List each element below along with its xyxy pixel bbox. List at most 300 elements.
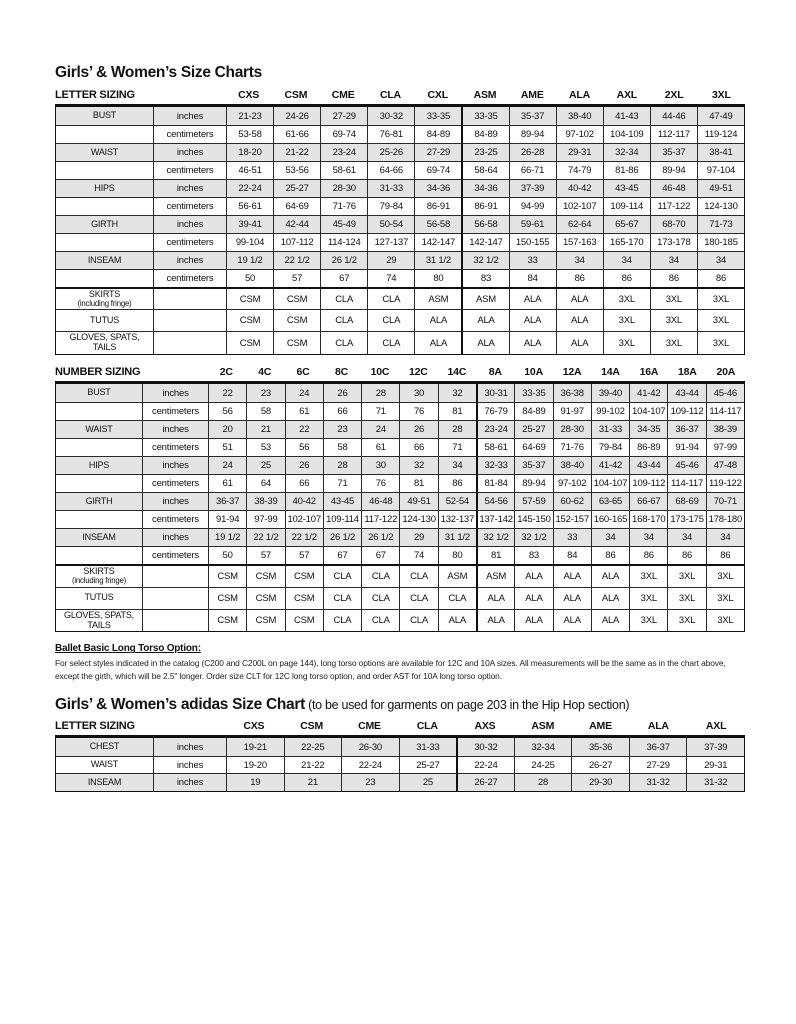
size-cell: 29-31	[556, 143, 603, 161]
size-cell: 30-32	[367, 107, 414, 125]
size-cell: 173-178	[650, 233, 697, 251]
unit-label: inches	[153, 251, 226, 269]
size-cell: CLA	[367, 331, 414, 354]
size-cell: CLA	[323, 587, 361, 609]
size-cell: 67	[320, 269, 367, 287]
unit-label	[142, 564, 208, 586]
size-cell: 22-24	[456, 756, 514, 774]
adidas-chart-title	[55, 696, 745, 714]
size-cell: 25-27	[399, 756, 457, 774]
size-cell: 56-58	[414, 215, 461, 233]
size-cell: 102-107	[556, 197, 603, 215]
size-cell: ALA	[476, 609, 514, 632]
column-header: 8A	[488, 366, 502, 379]
size-cell: 58-61	[476, 438, 514, 456]
unit-label	[142, 587, 208, 609]
size-cell: ALA	[553, 609, 591, 632]
row-label-line: HIPS	[88, 459, 110, 470]
size-cell: 56-58	[461, 215, 508, 233]
size-cell: 23-24	[320, 143, 367, 161]
size-cell: 34	[667, 528, 705, 546]
size-cell: 34-36	[461, 179, 508, 197]
size-cell: 58	[323, 438, 361, 456]
size-cell: 24	[361, 420, 399, 438]
size-cell: 26 1/2	[323, 528, 361, 546]
size-cell: 102-107	[285, 510, 323, 528]
size-cell: 86-91	[461, 197, 508, 215]
size-cell: 132-137	[438, 510, 476, 528]
size-cell: 61	[361, 438, 399, 456]
adidas-size-table	[55, 720, 745, 792]
row-label-line: GLOVES, SPATS,	[69, 332, 140, 343]
size-cell: 21-22	[284, 756, 342, 774]
size-cell: 27-29	[414, 143, 461, 161]
size-cell: 46-51	[226, 161, 273, 179]
size-cell: 97-99	[706, 438, 744, 456]
size-cell: 99-104	[226, 233, 273, 251]
size-cell: CSM	[273, 331, 320, 354]
size-cell: 3XL	[706, 609, 744, 632]
row-label	[56, 107, 153, 125]
size-cell: 57-59	[514, 492, 552, 510]
size-cell: 81	[476, 546, 514, 564]
size-cell: 34	[706, 528, 744, 546]
note-line-1: For select styles indicated in the catalog (C200 and C200L on page 144), long torso options are available for 12C and 10A sizes. All measurements will be the same as in the chart above,	[55, 658, 726, 669]
size-cell: 58	[246, 402, 284, 420]
size-cell: 26	[285, 456, 323, 474]
size-cell: 47-48	[706, 456, 744, 474]
size-cell: 35-37	[509, 107, 556, 125]
row-label	[56, 773, 153, 791]
size-cell: 31 1/2	[438, 528, 476, 546]
size-cell: 3XL	[603, 287, 650, 309]
size-cell: ALA	[509, 287, 556, 309]
row-label	[56, 546, 142, 564]
size-cell: CSM	[226, 287, 273, 309]
size-cell: 30	[361, 456, 399, 474]
size-cell: 26 1/2	[361, 528, 399, 546]
unit-label: centimeters	[153, 269, 226, 287]
row-label-line: GIRTH	[91, 218, 118, 229]
size-cell: CSM	[246, 587, 284, 609]
size-cell: 84-89	[461, 125, 508, 143]
size-cell: 124-130	[697, 197, 744, 215]
size-cell: 21-23	[226, 107, 273, 125]
size-cell: 26	[399, 420, 437, 438]
size-cell: 3XL	[629, 564, 667, 586]
column-header: 12A	[562, 366, 582, 379]
column-header: 2XL	[664, 89, 684, 101]
size-cell: 21	[246, 420, 284, 438]
size-cell: 89-94	[509, 125, 556, 143]
size-cell: 81	[399, 474, 437, 492]
unit-label: inches	[142, 492, 208, 510]
column-header: 8C	[334, 366, 348, 379]
size-cell: 34-35	[629, 420, 667, 438]
row-label	[56, 609, 142, 632]
size-cell: 79-84	[591, 438, 629, 456]
unit-label: inches	[142, 384, 208, 402]
size-cell: 22 1/2	[285, 528, 323, 546]
adidas-chart-title-main: Girls’ & Women’s adidas Size Chart	[55, 696, 305, 714]
size-cell: 24-26	[273, 107, 320, 125]
size-cell: 29-31	[686, 756, 744, 774]
size-cell: 32 1/2	[476, 528, 514, 546]
column-header: 16A	[639, 366, 659, 379]
size-cell: 58-61	[320, 161, 367, 179]
size-cell: 66-71	[509, 161, 556, 179]
page-title: Girls’ & Women’s Size Charts	[55, 64, 262, 81]
size-cell: CLA	[367, 309, 414, 331]
row-label-line: TUTUS	[84, 592, 114, 603]
row-label	[56, 179, 153, 197]
size-cell: 180-185	[697, 233, 744, 251]
size-cell: 52-54	[438, 492, 476, 510]
table-body	[55, 104, 745, 355]
size-cell: 150-155	[509, 233, 556, 251]
column-header: ASM	[473, 89, 497, 101]
column-header: CME	[358, 720, 381, 733]
size-cell: CSM	[208, 609, 246, 632]
size-cell: 27-29	[629, 756, 687, 774]
size-cell: 33-35	[414, 107, 461, 125]
size-cell: 24	[208, 456, 246, 474]
column-header: 20A	[716, 366, 736, 379]
size-cell: CSM	[208, 564, 246, 586]
size-cell: 19-21	[226, 738, 284, 756]
size-cell: 34-36	[414, 179, 461, 197]
size-cell: 36-37	[667, 420, 705, 438]
size-cell: 66	[285, 474, 323, 492]
size-cell: ALA	[476, 587, 514, 609]
size-cell: 64-69	[273, 197, 320, 215]
size-cell: 25	[399, 773, 457, 791]
size-cell: 47-49	[697, 107, 744, 125]
size-cell: 64-69	[514, 438, 552, 456]
unit-label: inches	[153, 143, 226, 161]
size-cell: 89-94	[650, 161, 697, 179]
size-cell: 84	[509, 269, 556, 287]
row-label	[56, 456, 142, 474]
size-cell: 50	[208, 546, 246, 564]
size-cell: CLA	[320, 309, 367, 331]
size-cell: 29-30	[571, 773, 629, 791]
size-cell: 71-76	[553, 438, 591, 456]
row-label	[56, 474, 142, 492]
size-cell: ASM	[414, 287, 461, 309]
size-cell: 57	[273, 269, 320, 287]
column-header: CLA	[379, 89, 401, 101]
size-cell: CLA	[438, 587, 476, 609]
size-cell: CLA	[323, 609, 361, 632]
size-cell: 68-69	[667, 492, 705, 510]
size-cell: 61	[285, 402, 323, 420]
size-cell: 26-28	[509, 143, 556, 161]
size-cell: 66	[323, 402, 361, 420]
size-cell: 30	[399, 384, 437, 402]
size-cell: 91-97	[553, 402, 591, 420]
size-cell: 104-107	[591, 474, 629, 492]
size-cell: 32-33	[476, 456, 514, 474]
row-label	[56, 197, 153, 215]
size-cell: 43-45	[603, 179, 650, 197]
size-cell: 43-44	[629, 456, 667, 474]
row-label-line: INSEAM	[82, 531, 116, 542]
row-label-line: WAIST	[90, 146, 119, 157]
size-cell: 157-163	[556, 233, 603, 251]
size-cell: 71-73	[697, 215, 744, 233]
size-cell: CSM	[285, 564, 323, 586]
size-cell: 18-20	[226, 143, 273, 161]
row-label-line: BUST	[92, 110, 117, 121]
size-cell: 46-48	[650, 179, 697, 197]
size-cell: 53-56	[273, 161, 320, 179]
size-cell: 80	[438, 546, 476, 564]
size-cell: ALA	[461, 331, 508, 354]
size-cell: 74-79	[556, 161, 603, 179]
size-cell: 25-27	[514, 420, 552, 438]
row-label-line: GIRTH	[85, 495, 113, 506]
row-label-line: TAILS	[92, 342, 117, 353]
note-heading: Ballet Basic Long Torso Option:	[55, 643, 201, 655]
row-label	[56, 331, 153, 354]
size-cell: ALA	[591, 587, 629, 609]
size-cell: 97-102	[553, 474, 591, 492]
row-label-line: WAIST	[85, 423, 113, 434]
size-cell: 71	[323, 474, 361, 492]
size-cell: 168-170	[629, 510, 667, 528]
size-cell: 61	[208, 474, 246, 492]
size-cell: 45-46	[667, 456, 705, 474]
size-cell: 173-175	[667, 510, 705, 528]
size-cell: 84-89	[514, 402, 552, 420]
size-cell: 46-48	[361, 492, 399, 510]
size-cell: 33-35	[514, 384, 552, 402]
size-cell: CSM	[208, 587, 246, 609]
size-cell: 22 1/2	[246, 528, 284, 546]
adidas-chart-title-sub: (to be used for garments on page 203 in the Hip Hop section)	[304, 698, 630, 713]
size-cell: 109-114	[603, 197, 650, 215]
size-cell: 71	[438, 438, 476, 456]
size-cell: 64	[246, 474, 284, 492]
column-header: 14A	[601, 366, 620, 379]
size-cell: 29	[367, 251, 414, 269]
size-cell: 104-109	[603, 125, 650, 143]
row-label	[56, 738, 153, 756]
size-cell: 32 1/2	[514, 528, 552, 546]
row-label	[56, 564, 142, 586]
size-cell: 97-102	[556, 125, 603, 143]
size-cell: 67	[323, 546, 361, 564]
size-cell: 32-34	[603, 143, 650, 161]
size-cell: 81-86	[603, 161, 650, 179]
row-label	[56, 438, 142, 456]
size-cell: 3XL	[697, 287, 744, 309]
unit-label: centimeters	[153, 233, 226, 251]
size-cell: 67	[361, 546, 399, 564]
size-cell: 53-58	[226, 125, 273, 143]
column-header: 2C	[219, 366, 233, 379]
size-cell: 19-20	[226, 756, 284, 774]
size-cell: 86	[591, 546, 629, 564]
size-cell: 25	[246, 456, 284, 474]
size-cell: 97-99	[246, 510, 284, 528]
size-cell: 3XL	[697, 309, 744, 331]
column-header: CSM	[284, 89, 308, 101]
size-cell: 3XL	[650, 331, 697, 354]
size-cell: 117-122	[650, 197, 697, 215]
size-cell: 89-94	[514, 474, 552, 492]
size-cell: 28	[438, 420, 476, 438]
size-cell: 107-112	[273, 233, 320, 251]
size-cell: 86	[629, 546, 667, 564]
row-label	[56, 309, 153, 331]
size-cell: 23-25	[461, 143, 508, 161]
row-label-line: WAIST	[90, 759, 119, 770]
unit-label: centimeters	[142, 474, 208, 492]
column-header: 14C	[447, 366, 467, 379]
size-cell: 112-117	[650, 125, 697, 143]
size-cell: 30-32	[456, 738, 514, 756]
size-cell: 20	[208, 420, 246, 438]
size-cell: 19 1/2	[208, 528, 246, 546]
size-cell: 114-117	[706, 402, 744, 420]
size-cell: 3XL	[667, 609, 705, 632]
unit-label: inches	[153, 215, 226, 233]
size-cell: ALA	[514, 587, 552, 609]
size-cell: 49-51	[697, 179, 744, 197]
unit-label: centimeters	[153, 161, 226, 179]
size-cell: 83	[514, 546, 552, 564]
size-cell: 68-70	[650, 215, 697, 233]
table-header-row	[55, 720, 745, 735]
size-cell: 28	[361, 384, 399, 402]
size-cell: 22 1/2	[273, 251, 320, 269]
size-cell: 58-64	[461, 161, 508, 179]
table-body	[55, 381, 745, 632]
row-label-line: BUST	[87, 387, 111, 398]
size-cell: 37-39	[509, 179, 556, 197]
size-cell: 22-25	[284, 738, 342, 756]
size-cell: 66	[399, 438, 437, 456]
size-cell: 86-91	[414, 197, 461, 215]
size-cell: 34	[591, 528, 629, 546]
size-cell: 3XL	[667, 587, 705, 609]
size-cell: ALA	[556, 287, 603, 309]
unit-label: centimeters	[142, 402, 208, 420]
size-cell: 41-42	[629, 384, 667, 402]
size-cell: CSM	[246, 609, 284, 632]
size-cell: 21	[284, 773, 342, 791]
size-cell: 109-112	[667, 402, 705, 420]
unit-label: inches	[153, 773, 226, 791]
size-cell: 35-37	[650, 143, 697, 161]
column-header: AXS	[474, 720, 496, 733]
size-cell: 86	[706, 546, 744, 564]
size-cell: 60-62	[553, 492, 591, 510]
size-cell: ALA	[591, 564, 629, 586]
size-cell: 25-26	[367, 143, 414, 161]
note-line-2: except the girth, which will be 2.5" longer. Order size CLT for 12C long torso option, and order AST for 10A long torso option.	[55, 670, 502, 681]
size-cell: 40-42	[556, 179, 603, 197]
size-cell: CLA	[361, 564, 399, 586]
size-cell: 84-89	[414, 125, 461, 143]
column-header: 12C	[409, 366, 428, 379]
size-cell: 28-30	[320, 179, 367, 197]
size-cell: 165-170	[603, 233, 650, 251]
size-cell: 99-102	[591, 402, 629, 420]
size-cell: 86	[438, 474, 476, 492]
size-cell: 36-37	[629, 738, 687, 756]
row-label-line: TUTUS	[90, 315, 119, 325]
size-cell: 3XL	[697, 331, 744, 354]
size-cell: 34	[650, 251, 697, 269]
size-cell: 145-150	[514, 510, 552, 528]
size-cell: 21-22	[273, 143, 320, 161]
size-cell: 94-99	[509, 197, 556, 215]
size-cell: 76	[399, 402, 437, 420]
column-header: 3XL	[712, 89, 731, 101]
size-cell: 80	[414, 269, 461, 287]
column-header: AME	[520, 89, 544, 101]
size-cell: 26	[323, 384, 361, 402]
size-cell: ASM	[438, 564, 476, 586]
row-label	[56, 125, 153, 143]
size-cell: 114-124	[320, 233, 367, 251]
size-cell: 37-39	[686, 738, 744, 756]
size-cell: 49-51	[399, 492, 437, 510]
size-cell: 22-24	[226, 179, 273, 197]
size-cell: 27-29	[320, 107, 367, 125]
size-cell: 66-67	[629, 492, 667, 510]
unit-label: centimeters	[153, 197, 226, 215]
row-label-line: HIPS	[94, 182, 115, 193]
size-cell: ALA	[553, 564, 591, 586]
size-cell: 57	[285, 546, 323, 564]
column-header: CXS	[243, 720, 265, 733]
size-cell: 64-66	[367, 161, 414, 179]
size-cell: 38-41	[697, 143, 744, 161]
size-cell: 24-25	[514, 756, 572, 774]
size-cell: 86-89	[629, 438, 667, 456]
size-cell: 81	[438, 402, 476, 420]
size-cell: CSM	[285, 587, 323, 609]
size-cell: 56	[285, 438, 323, 456]
size-cell: 83	[461, 269, 508, 287]
row-label-line: SKIRTS	[83, 566, 115, 577]
column-header: 6C	[296, 366, 310, 379]
size-cell: 26 1/2	[320, 251, 367, 269]
size-cell: 45-49	[320, 215, 367, 233]
size-cell: 29	[399, 528, 437, 546]
table-header-label: NUMBER SIZING	[55, 366, 141, 379]
size-cell: 109-114	[323, 510, 361, 528]
size-cell: 51	[208, 438, 246, 456]
size-cell: CLA	[399, 609, 437, 632]
size-cell: 97-104	[697, 161, 744, 179]
size-cell: ALA	[414, 309, 461, 331]
unit-label: centimeters	[142, 510, 208, 528]
size-cell: 53	[246, 438, 284, 456]
unit-label: inches	[142, 420, 208, 438]
row-label	[56, 287, 153, 309]
row-label	[56, 233, 153, 251]
size-cell: 23	[341, 773, 399, 791]
row-label	[56, 269, 153, 287]
size-cell: 104-107	[629, 402, 667, 420]
row-label	[56, 215, 153, 233]
size-cell: 50-54	[367, 215, 414, 233]
